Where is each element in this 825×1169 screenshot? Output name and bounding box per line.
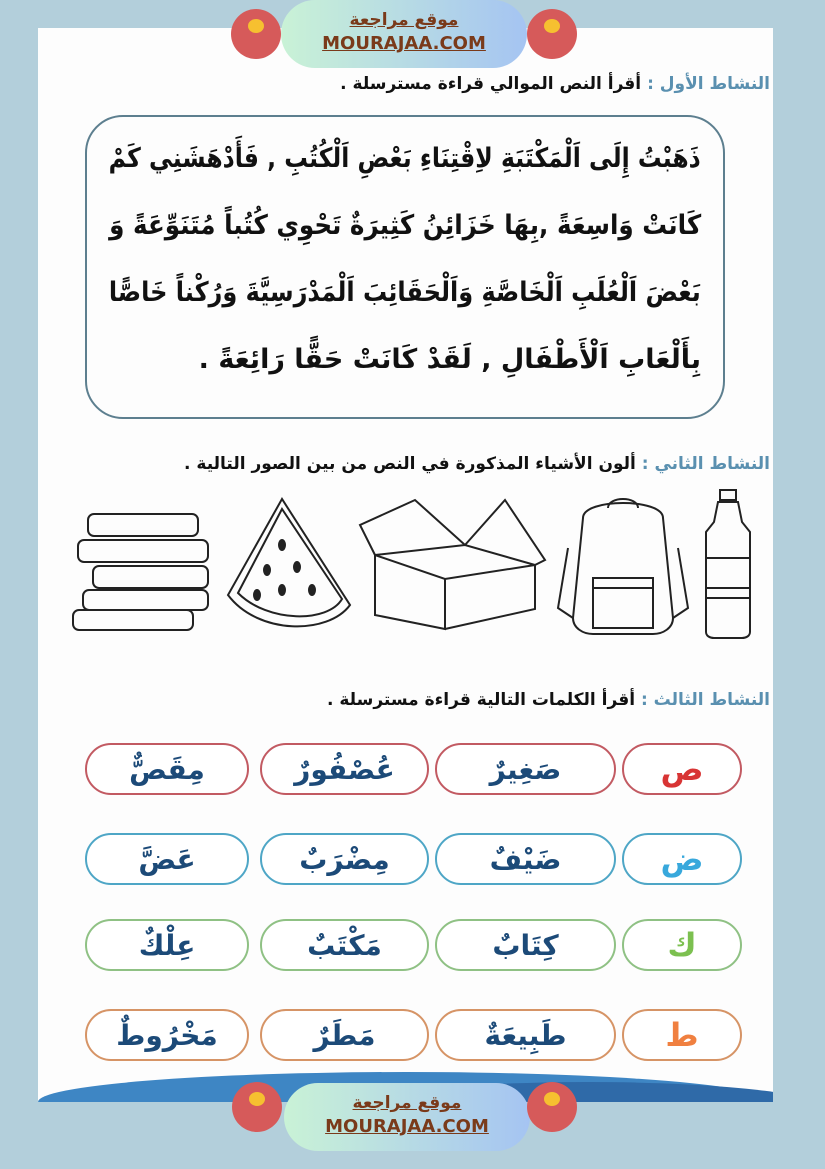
activity2-title [184,454,770,474]
passage-line: بَعْضَ اَلْعُلَبِ اَلْخَاصَّةِ وَاَلْحَقَائِبَ اَلْمَدْرَسِيَّةَ وَرُكْناً خَاصًّا [109,277,701,308]
letter-text: ص [660,750,704,788]
word-pill [260,833,429,885]
site-badge-top[interactable] [281,0,527,68]
site-logo-left [232,1082,282,1132]
activity2-label: النشاط الثاني : [641,454,770,474]
backpack-image [553,488,693,638]
word-text: مِضْرَبٌ [299,842,390,876]
word-text: عُصْفُورٌ [294,752,395,786]
word-pill [435,1009,616,1061]
word-text: كِتَابٌ [492,928,559,962]
word-pill [85,919,249,971]
activity1-instruction: أقرأ النص الموالي قراءة مسترسلة . [340,74,642,94]
word-text: عَضَّ [138,842,196,876]
logo-icon [249,1092,265,1106]
letter-text: ض [660,840,704,878]
activity1-title [340,74,770,94]
word-pill [260,1009,429,1061]
logo-icon [544,19,560,33]
word-text: ضَيْفٌ [489,842,562,876]
passage-line: ذَهَبْتُ إِلَى اَلْمَكْتَبَةِ لاِقْتِنَاءِ بَعْضِ اَلْكُتُبِ , فَأَدْهَشَنِي كَمْ [108,143,701,174]
site-name-latin[interactable]: MOURAJAA.COM [325,1116,489,1137]
passage-line: كَانَتْ وَاسِعَةً ,بِهَا خَزَائِنُ كَثِيرَةٌ تَحْوِي كُتُباً مُتَنَوِّعَةً وَ [108,210,701,241]
word-pill [260,919,429,971]
cardboard-box-image [355,495,550,635]
word-pill [260,743,429,795]
site-logo-right [527,9,577,59]
activity1-label: النشاط الأول : [647,74,770,94]
letter-pill [622,1009,742,1061]
word-text: مَطَرٌ [313,1018,376,1052]
word-pill [85,1009,249,1061]
word-text: مِقَصٌّ [129,752,205,786]
word-pill [435,833,616,885]
letter-pill [622,743,742,795]
word-pill [435,919,616,971]
letter-text: ط [665,1016,699,1054]
reading-passage-box [85,115,725,419]
word-text: طَبِيعَةٌ [484,1018,567,1052]
activity3-label: النشاط الثالث : [640,690,770,710]
activity3-instruction: أقرأ الكلمات التالية قراءة مسترسلة . [326,690,636,710]
logo-icon [544,1092,560,1106]
word-pill [85,743,249,795]
letter-pill [622,919,742,971]
activity3-title [327,690,770,710]
word-text: عِلْكٌ [138,928,196,962]
letter-pill [622,833,742,885]
site-badge-bottom[interactable] [284,1083,530,1151]
site-logo-right [527,1082,577,1132]
site-name-arabic: موقع مراجعة [352,1093,462,1113]
site-name-arabic: موقع مراجعة [349,10,459,30]
passage-line: بِأَلْعَابِ اَلْأَطْفَالِ , لَقَدْ كَانَتْ حَقًّا رَائِعَةً . [198,344,701,375]
letter-text: ك [667,926,697,964]
site-logo-left [231,9,281,59]
watermelon-slice-image [222,495,354,635]
word-text: مَخْرُوطٌ [116,1018,218,1052]
activity2-instruction: ألون الأشياء المذكورة في النص من بين الصور التالية . [184,454,636,474]
stack-of-books-image [68,510,218,635]
site-name-latin[interactable]: MOURAJAA.COM [322,33,486,54]
word-text: صَغِيرٌ [489,752,562,786]
water-bottle-image [700,488,756,640]
word-pill [85,833,249,885]
word-pill [435,743,616,795]
logo-icon [248,19,264,33]
word-text: مَكْتَبٌ [307,928,382,962]
